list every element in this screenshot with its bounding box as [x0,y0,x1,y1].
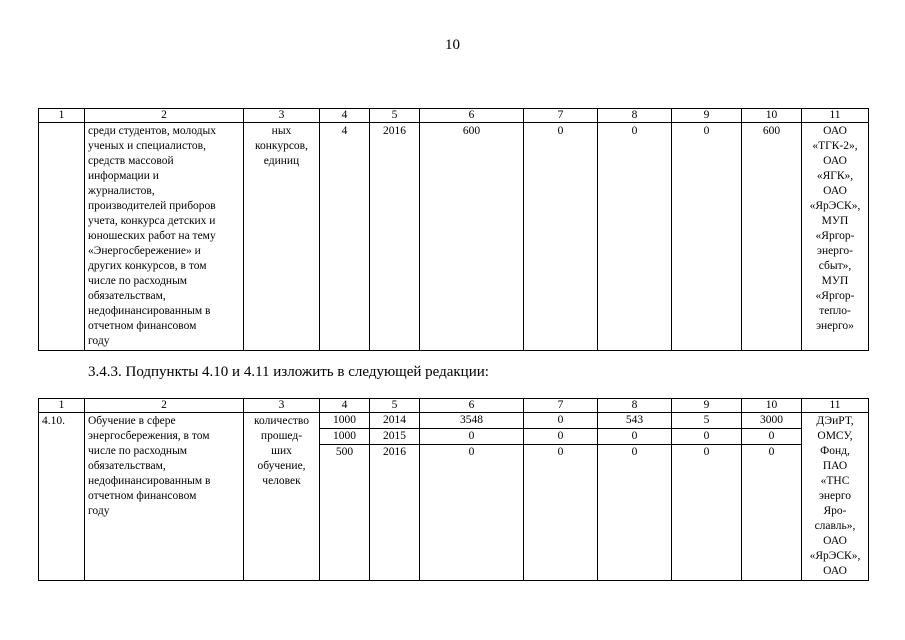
cell-text-line: сбыт», [818,260,852,272]
column-header: 4 [320,399,370,413]
cell-text-line: «Энергосбережение» и [88,245,201,257]
cell-text-line: «ЯрЭСК», [809,200,861,212]
column-header: 2 [85,109,244,123]
sub-row-value: 5 [672,413,741,429]
cell-text-line: учета, конкурса детских и [88,215,216,227]
table-row [39,123,869,351]
sub-row-value: 1000 [320,413,369,429]
column-header: 10 [742,399,802,413]
year-cell: 2016 [370,123,420,351]
cell-text-line: единиц [263,155,300,167]
column-header: 8 [598,109,672,123]
value-cell: 0 [598,123,672,351]
cell-text-line: информации и [88,170,159,182]
cell-text-line: числе по расходным [88,275,188,287]
column-header: 9 [672,399,742,413]
cell-text-line: тепло- [819,305,851,317]
cell-text-line: «ТГК-2», [812,140,858,152]
cell-text-line: «ЯГК», [816,170,854,182]
cell-text-line: энерго- [817,245,853,257]
sub-row-value: 0 [557,446,564,458]
cell-text-line: других конкурсов, в том [88,260,207,272]
continuation-table [38,108,869,351]
sub-row-value: 0 [768,446,775,458]
column-header: 8 [598,399,672,413]
indicator-cell [244,413,320,581]
cell-text-line: юношеских работ на тему [88,230,216,242]
sub-row-value: 0 [672,429,741,445]
cell-text-line: ных [271,125,292,137]
column-header: 6 [420,109,524,123]
target-value-column [320,413,370,581]
cell-text-line: энерго [818,490,852,502]
cell-text-line: обязательствам, [88,460,166,472]
cell-text-line: ОАО [823,125,847,137]
item-number-cell [39,123,85,351]
table-header-row [39,399,869,413]
column-header: 7 [524,399,598,413]
value-column [672,413,742,581]
sub-row-value: 2015 [370,429,419,445]
year-column [370,413,420,581]
column-header: 7 [524,109,598,123]
cell-text-line: энерго» [816,320,854,332]
cell-text-line: ОМСУ, [817,430,853,442]
sub-row-value: 0 [524,413,597,429]
item-number-cell: 4.10. [39,413,85,581]
cell-text-line: ученых и специалистов, [88,140,206,152]
sub-row-value: 3548 [420,413,523,429]
cell-text-line: ших [271,445,292,457]
sub-row-value: 0 [420,429,523,445]
cell-text-line: числе по расходным [88,445,188,457]
executor-cell [802,413,869,581]
value-column [598,413,672,581]
sub-row-value: 2014 [370,413,419,429]
cell-text-line: «ЯрЭСК», [809,550,861,562]
amended-items-table [38,398,869,581]
cell-text-line: недофинансированным в [88,475,211,487]
column-header: 11 [802,399,869,413]
executor-cell [802,123,869,351]
value-column [524,413,598,581]
section-heading: 3.4.3. Подпункты 4.10 и 4.11 изложить в следующей редакции: [88,364,489,380]
cell-text-line: «Яргор- [815,290,855,302]
column-header: 2 [85,399,244,413]
cell-text-line: «ТНС [820,475,850,487]
cell-text-line: обучение, [257,460,306,472]
cell-text-line: среди студентов, молодых [88,125,216,137]
description-cell [85,123,244,351]
sub-row-value: 0 [631,446,638,458]
cell-text-line: недофинансированным в [88,305,211,317]
sub-row-value: 0 [524,429,597,445]
value-cell: 0 [672,123,742,351]
description-cell [85,413,244,581]
cell-text-line: ОАО [823,185,847,197]
column-header: 3 [244,109,320,123]
cell-text-line: энергосбережения, в том [88,430,210,442]
cell-text-line: славль», [814,520,856,532]
column-header: 11 [802,109,869,123]
cell-text-line: обязательствам, [88,290,166,302]
cell-text-line: производителей приборов [88,200,216,212]
sub-row-value: 0 [703,446,710,458]
column-header: 1 [39,109,85,123]
sub-row-value: 0 [742,429,801,445]
cell-text-line: Фонд, [820,445,850,457]
sub-row-value: 2016 [383,446,406,458]
column-header: 5 [370,109,420,123]
cell-text-line: МУП [821,275,849,287]
cell-text-line: отчетном финансовом [88,320,197,332]
indicator-cell [244,123,320,351]
sub-row-value: 3000 [742,413,801,429]
sub-row-value: 1000 [320,429,369,445]
column-header: 5 [370,399,420,413]
column-header: 1 [39,399,85,413]
value-cell: 600 [420,123,524,351]
cell-text-line: году [88,505,110,517]
cell-text-line: конкурсов, [255,140,308,152]
cell-text-line: ПАО [822,460,848,472]
sub-row-value: 0 [598,429,671,445]
sub-row-value: 0 [468,446,475,458]
cell-text-line: человек [262,475,301,487]
value-cell: 0 [524,123,598,351]
cell-text-line: году [88,335,110,347]
value-column [742,413,802,581]
cell-text-line: количество [254,415,309,427]
sub-row-value: 543 [598,413,671,429]
value-cell: 600 [742,123,802,351]
table-row [39,413,869,581]
column-header: 6 [420,399,524,413]
sub-row-value: 500 [335,446,354,458]
cell-text-line: Обучение в сфере [88,415,176,427]
cell-text-line: ОАО [823,155,847,167]
value-column [420,413,524,581]
cell-text-line: Яро- [823,505,847,517]
value-cell: 4 [320,123,370,351]
cell-text-line: ОАО [823,565,847,577]
column-header: 10 [742,109,802,123]
cell-text-line: МУП [821,215,849,227]
cell-text-line: ДЭиРТ, [816,415,854,427]
column-header: 9 [672,109,742,123]
cell-text-line: «Яргор- [815,230,855,242]
cell-text-line: отчетном финансовом [88,490,197,502]
cell-text-line: прошед- [260,430,303,442]
column-header: 4 [320,109,370,123]
cell-text-line: ОАО [823,535,847,547]
cell-text-line: журналистов, [88,185,155,197]
page-number: 10 [445,37,460,53]
table-header-row [39,109,869,123]
column-header: 3 [244,399,320,413]
cell-text-line: средств массовой [88,155,174,167]
